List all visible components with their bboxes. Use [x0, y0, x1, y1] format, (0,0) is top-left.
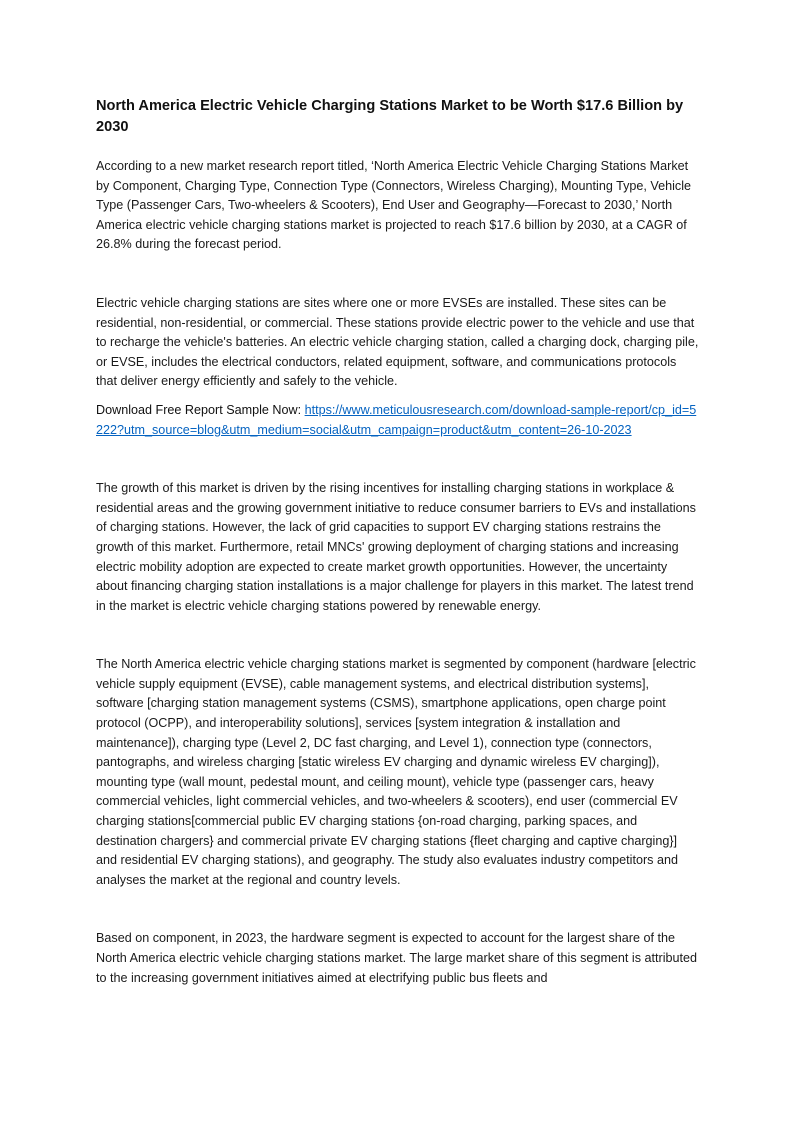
document-title: North America Electric Vehicle Charging Stations Market to be Worth $17.6 Billion by 2030 — [96, 98, 684, 135]
component-paragraph: Based on component, in 2023, the hardware segment is expected to account for the largest share of the North America electric vehicle charging stations market. The large market share of this segment is attributed to the increasing government initiatives aimed at electrifying public bus fleets and — [96, 931, 698, 985]
segmentation-paragraph: The North America electric vehicle charging stations market is segmented by component (hardware [electric vehicle supply equipment (EVSE), cable management systems, and electrical distribution systems], software [charging station management systems (CSMS), smartphone applications, open charge point protocol (OCPP), and interoperability solutions], services [system integration & installation and maintenance]), charging type (Level 2, DC fast charging, and Level 1), connection type (connectors, pantographs, and wireless charging [static wireless EV charging and dynamic wireless EV charging]), mounting type (wall mount, pedestal mount, and ceiling mount), vehicle type (passenger cars, heavy commercial vehicles, light commercial vehicles, and two-wheelers & scooters), end user (commercial EV charging stations[commercial public EV charging stations {on-road charging, parking spaces, and destination chargers} and commercial private EV charging stations {fleet charging and captive charging}] and residential EV charging stations), and geography. The study also evaluates industry competitors and analyses the market at the regional and country levels. — [96, 657, 696, 887]
download-line — [96, 401, 700, 440]
spacer — [96, 255, 700, 294]
spacer — [96, 616, 700, 655]
download-label: Download Free Report Sample Now: — [96, 402, 302, 417]
document-page — [96, 96, 700, 988]
intro-paragraph: According to a new market research report titled, ‘North America Electric Vehicle Charging Stations Market by Component, Charging Type, Connection Type (Connectors, Wireless Charging), Mounting Type, Vehicle Type (Passenger Cars, Two-wheelers & Scooters), End User and Geography—Forecast to 2030,’ North America electric vehicle charging stations market is projected to reach $17.6 billion by 2030, at a CAGR of 26.8% during the forecast period. — [96, 159, 692, 252]
spacer — [96, 440, 700, 479]
definition-paragraph: Electric vehicle charging stations are sites where one or more EVSEs are installed. These sites can be residential, non-residential, or commercial. These stations provide electric power to the vehicle and use that to recharge the vehicle's batteries. An electric vehicle charging station, called a charging dock, charging pile, or EVSE, includes the electrical conductors, related equipment, software, and communications protocols that deliver energy efficiently and safely to the vehicle. — [96, 295, 699, 389]
report-sample-link[interactable]: https://www.meticulousresearch.com/download-sample-report/cp_id=5222?utm_source=blog&utm_medium=social&utm_campaign=product&utm_content=26-10-2023 — [96, 402, 697, 437]
spacer — [96, 392, 700, 401]
growth-paragraph: The growth of this market is driven by the rising incentives for installing charging stations in workplace & residential areas and the growing government initiative to reduce consumer barriers to EVs and installations of charging stations. However, the lack of grid capacities to support EV charging stations restrains the growth of this market. Furthermore, retail MNCs' growing deployment of charging stations and increasing electric mobility adoption are expected to create market growth opportunities. However, the uncertainty about financing charging station installations is a major challenge for players in this market. The latest trend in the market is electric vehicle charging stations powered by renewable energy. — [96, 481, 696, 613]
spacer — [96, 890, 700, 929]
